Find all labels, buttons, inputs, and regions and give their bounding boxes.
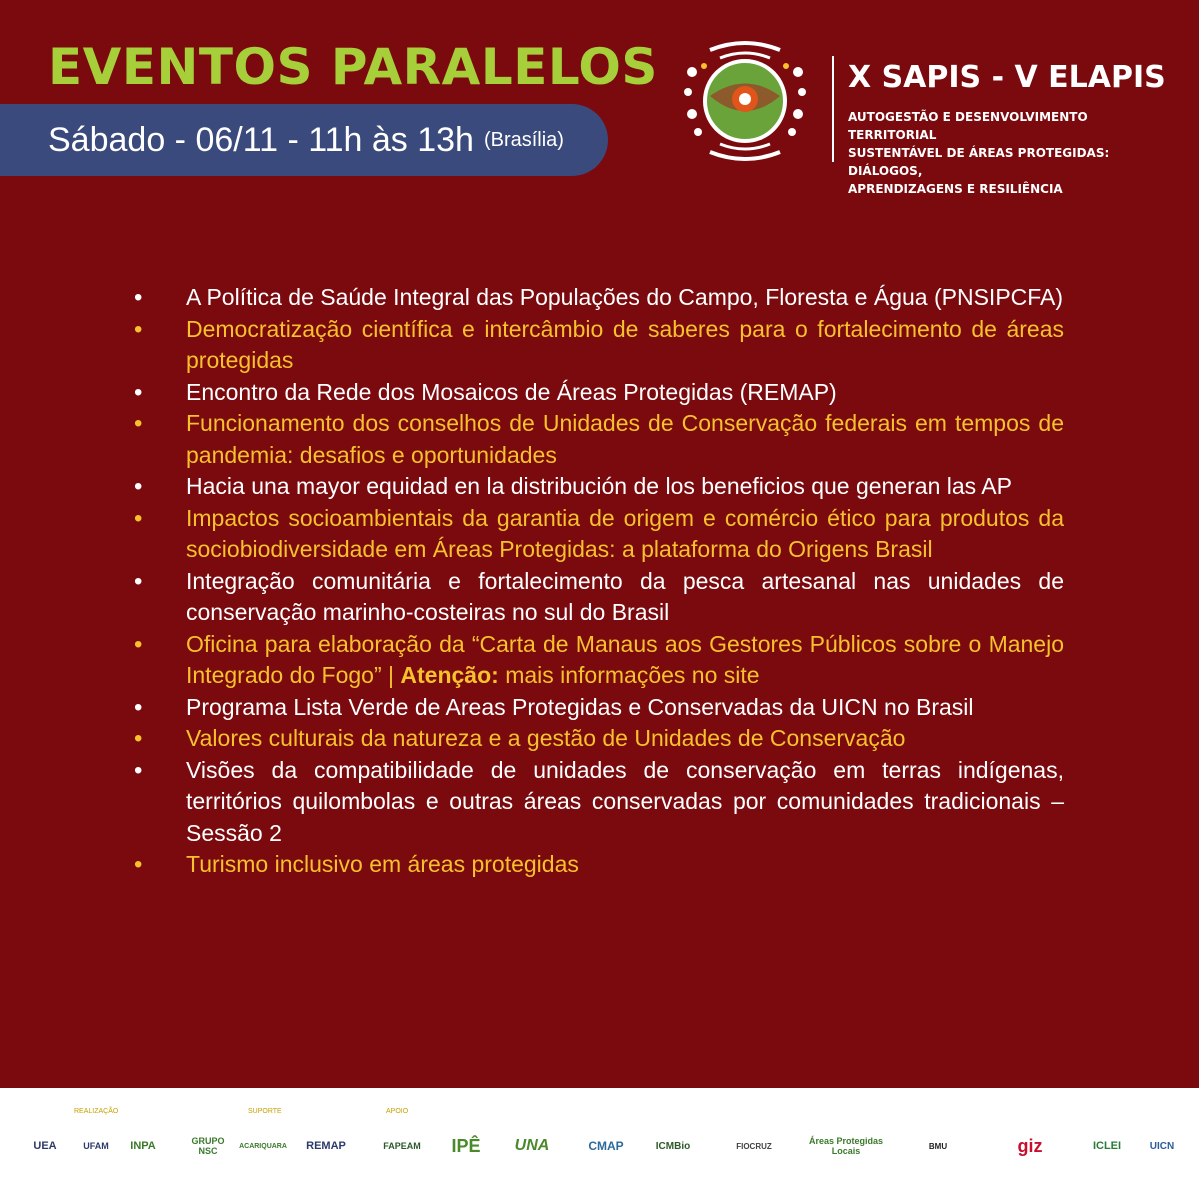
event-item: • Impactos socioambientais da garantia de origem e comércio ético para produtos da sociobiodiversidade em Áreas Protegidas: a plataforma do Origens Brasil <box>130 503 1064 566</box>
sponsor-logo: giz <box>1017 1135 1043 1156</box>
label-apoio: APOIO <box>386 1108 409 1115</box>
label-suporte: SUPORTE <box>248 1108 282 1115</box>
timezone-label: (Brasília) <box>483 128 564 151</box>
brand-title: X SAPIS - V ELAPIS <box>848 60 1166 95</box>
event-item: • Funcionamento dos conselhos de Unidades de Conservação federais em tempos de pandemia: desafios e oportunidades <box>130 408 1064 471</box>
event-item: • Oficina para elaboração da “Carta de Manaus aos Gestores Públicos sobre o Manejo Integrado do Fogo” | Atenção: mais informações no site <box>130 629 1064 692</box>
brand-subtitle-line: SUSTENTÁVEL DE ÁREAS PROTEGIDAS: DIÁLOGOS, <box>848 146 1110 178</box>
event-list <box>130 282 1064 881</box>
sponsor-footer <box>0 1088 1199 1200</box>
header-divider <box>832 56 834 162</box>
sponsor-logo: FIOCRUZ <box>736 1141 772 1151</box>
sponsor-logo: ICLEI <box>1092 1140 1122 1152</box>
brand-subtitle <box>848 108 1168 198</box>
sponsor-logo: UNA <box>514 1137 550 1154</box>
sponsor-logo: Áreas Protegidas Locais <box>808 1136 884 1156</box>
sponsor-logo: ICMBio <box>655 1140 691 1152</box>
event-item: • Turismo inclusivo em áreas protegidas <box>130 849 1064 881</box>
sponsor-logo: GRUPO NSC <box>191 1136 225 1156</box>
sponsor-logo: REMAP <box>306 1140 346 1152</box>
event-item: • Valores culturais da natureza e a gestão de Unidades de Conservação <box>130 723 1064 755</box>
date-banner <box>0 104 608 176</box>
sponsor-logo: INPA <box>130 1140 156 1152</box>
event-item: • Hacia una mayor equidad en la distribución de los beneficios que generan las AP <box>130 471 1064 503</box>
sponsor-logo: UEA <box>33 1140 57 1152</box>
event-item: • Programa Lista Verde de Areas Protegidas e Conservadas da UICN no Brasil <box>130 692 1064 724</box>
brand-subtitle-line: AUTOGESTÃO E DESENVOLVIMENTO TERRITORIAL <box>848 110 1088 142</box>
event-item: • Integração comunitária e fortalecimento da pesca artesanal nas unidades de conservação marinho-costeiras no sul do Brasil <box>130 566 1064 629</box>
event-item: • Encontro da Rede dos Mosaicos de Áreas Protegidas (REMAP) <box>130 377 1064 409</box>
event-item: • A Política de Saúde Integral das Populações do Campo, Floresta e Água (PNSIPCFA) <box>130 282 1064 314</box>
sapis-logo <box>680 36 810 166</box>
page-title: EVENTOS PARALELOS <box>48 38 658 96</box>
sponsor-logo: BMU <box>928 1141 948 1151</box>
sponsor-logo: ACARIQUARA <box>239 1142 287 1150</box>
event-date: Sábado - 06/11 - 11h às 13h <box>48 120 474 159</box>
sponsor-logo: UICN <box>1149 1140 1175 1152</box>
attention-label: Atenção: <box>400 662 499 688</box>
label-realizacao: REALIZAÇÃO <box>74 1108 119 1115</box>
sponsor-logo: IPÊ <box>451 1135 481 1156</box>
event-item: • Visões da compatibilidade de unidades de conservação em terras indígenas, territórios quilombolas e outras áreas conservadas por comunidades tradicionais – Sessão 2 <box>130 755 1064 850</box>
sponsor-logo: CMAP <box>588 1139 624 1153</box>
brand-subtitle-line: APRENDIZAGENS E RESILIÊNCIA <box>848 182 1063 196</box>
sponsor-logo: UFAM <box>83 1141 109 1151</box>
event-item: • Democratização científica e intercâmbio de saberes para o fortalecimento de áreas protegidas <box>130 314 1064 377</box>
sponsor-logo: FAPEAM <box>383 1141 421 1151</box>
